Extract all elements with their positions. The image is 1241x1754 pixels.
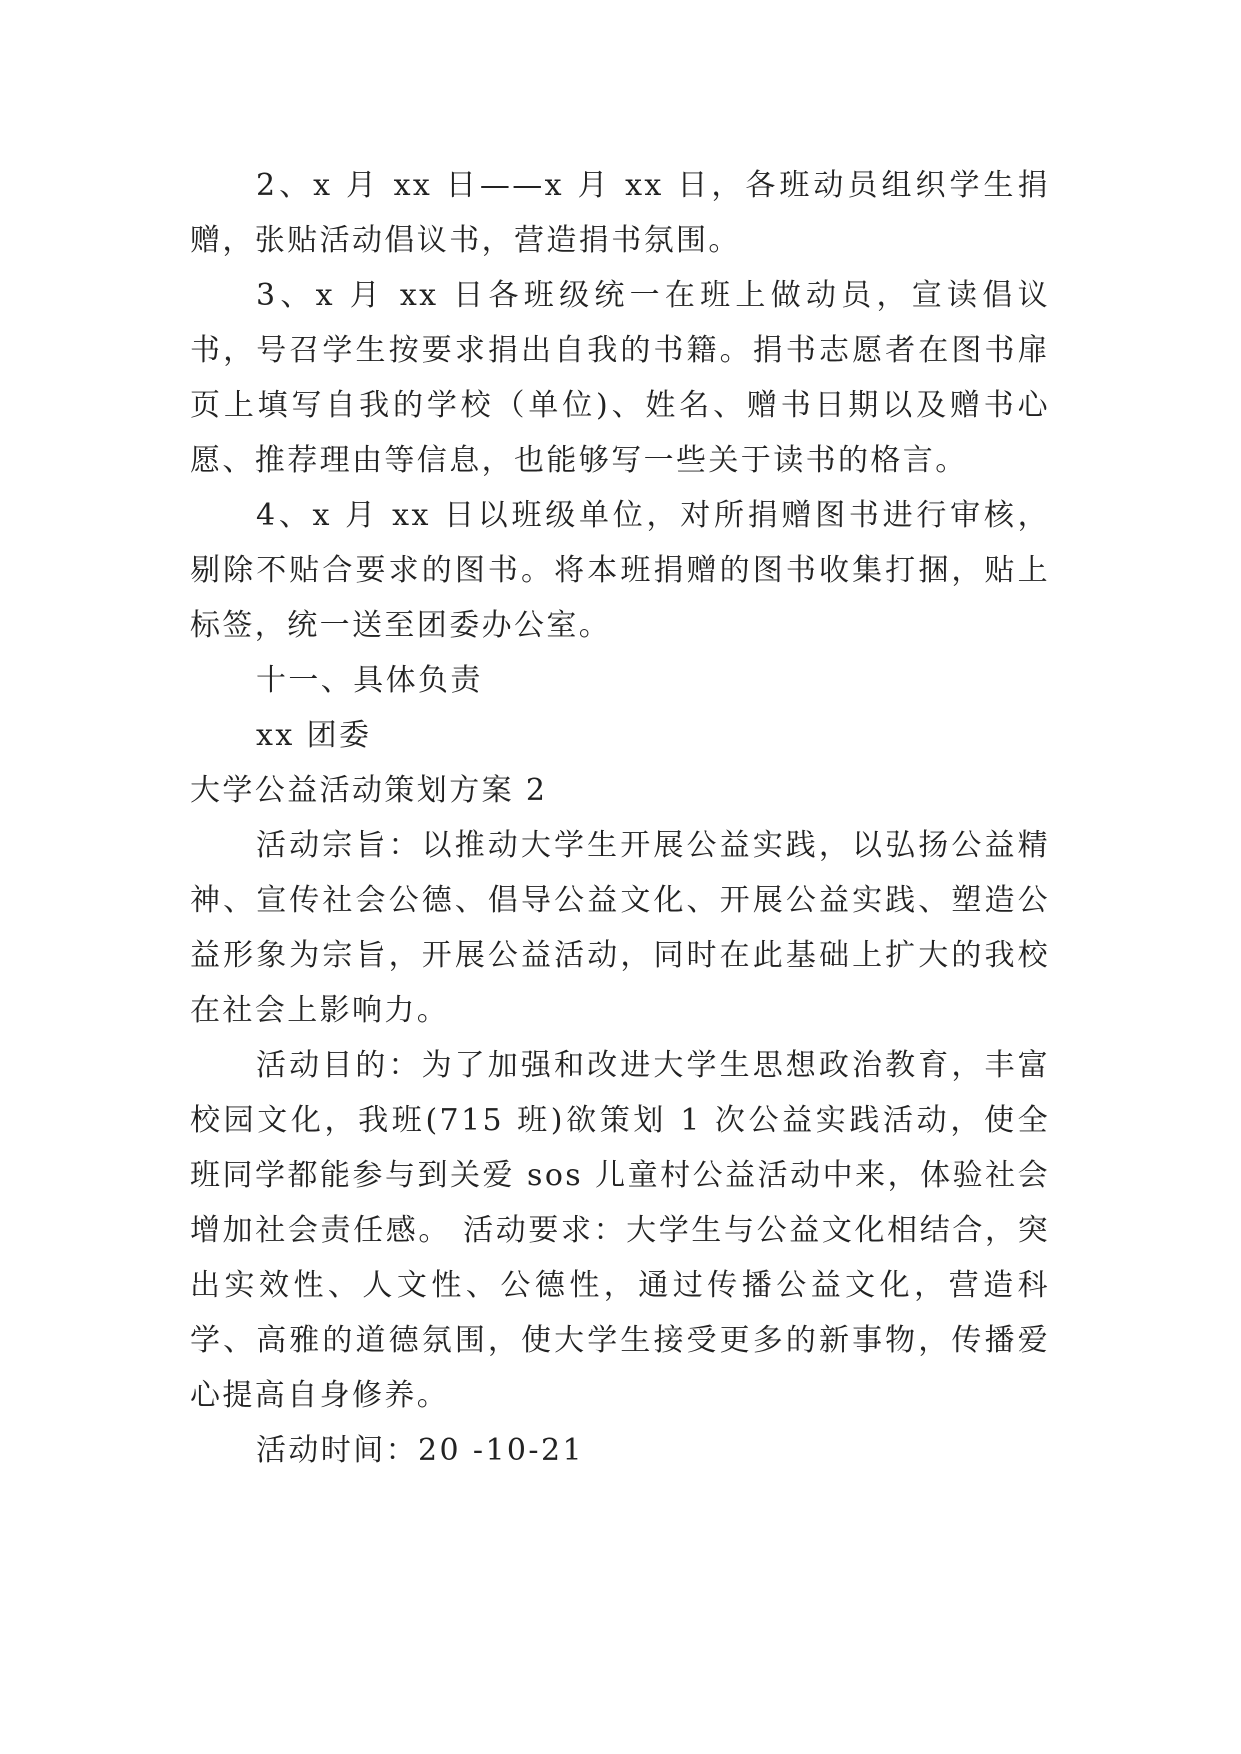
- document-page: [190, 158, 1050, 1478]
- paragraph-schedule-2: 2、x 月 xx 日——x 月 xx 日，各班动员组织学生捐赠，张贴活动倡议书，营造捐书氛围。: [190, 168, 1050, 258]
- section-heading-responsibility: 十一、具体负责: [256, 663, 483, 698]
- paragraph-time: 活动时间：20 -10-21: [256, 1433, 584, 1468]
- paragraph-goal: 活动目的：为了加强和改进大学生思想政治教育，丰富校园文化，我班(715 班)欲策划 1 次公益实践活动，使全班同学都能参与到关爱 sos 儿童村公益活动中来，体验社会增加社会责任感。 活动要求：大学生与公益文化相结合，突出实效性、人文性、公德性，通过传播公益文化，营造科学、高雅的道德氛围，使大学生接受更多的新事物，传播爱心提高自身修养。: [190, 1048, 1050, 1413]
- plan-title: 大学公益活动策划方案 2: [190, 773, 548, 808]
- paragraph-schedule-4: 4、x 月 xx 日以班级单位，对所捐赠图书进行审核，剔除不贴合要求的图书。将本班捐赠的图书收集打捆，贴上标签，统一送至团委办公室。: [190, 498, 1050, 643]
- paragraph-schedule-3: 3、x 月 xx 日各班级统一在班上做动员，宣读倡议书，号召学生按要求捐出自我的书籍。捐书志愿者在图书扉页上填写自我的学校（单位)、姓名、赠书日期以及赠书心愿、推荐理由等信息，也能够写一些关于读书的格言。: [190, 278, 1050, 478]
- paragraph-purpose: 活动宗旨：以推动大学生开展公益实践，以弘扬公益精神、宣传社会公德、倡导公益文化、开展公益实践、塑造公益形象为宗旨，开展公益活动，同时在此基础上扩大的我校在社会上影响力。: [190, 828, 1050, 1028]
- responsible-party: xx 团委: [256, 718, 372, 753]
